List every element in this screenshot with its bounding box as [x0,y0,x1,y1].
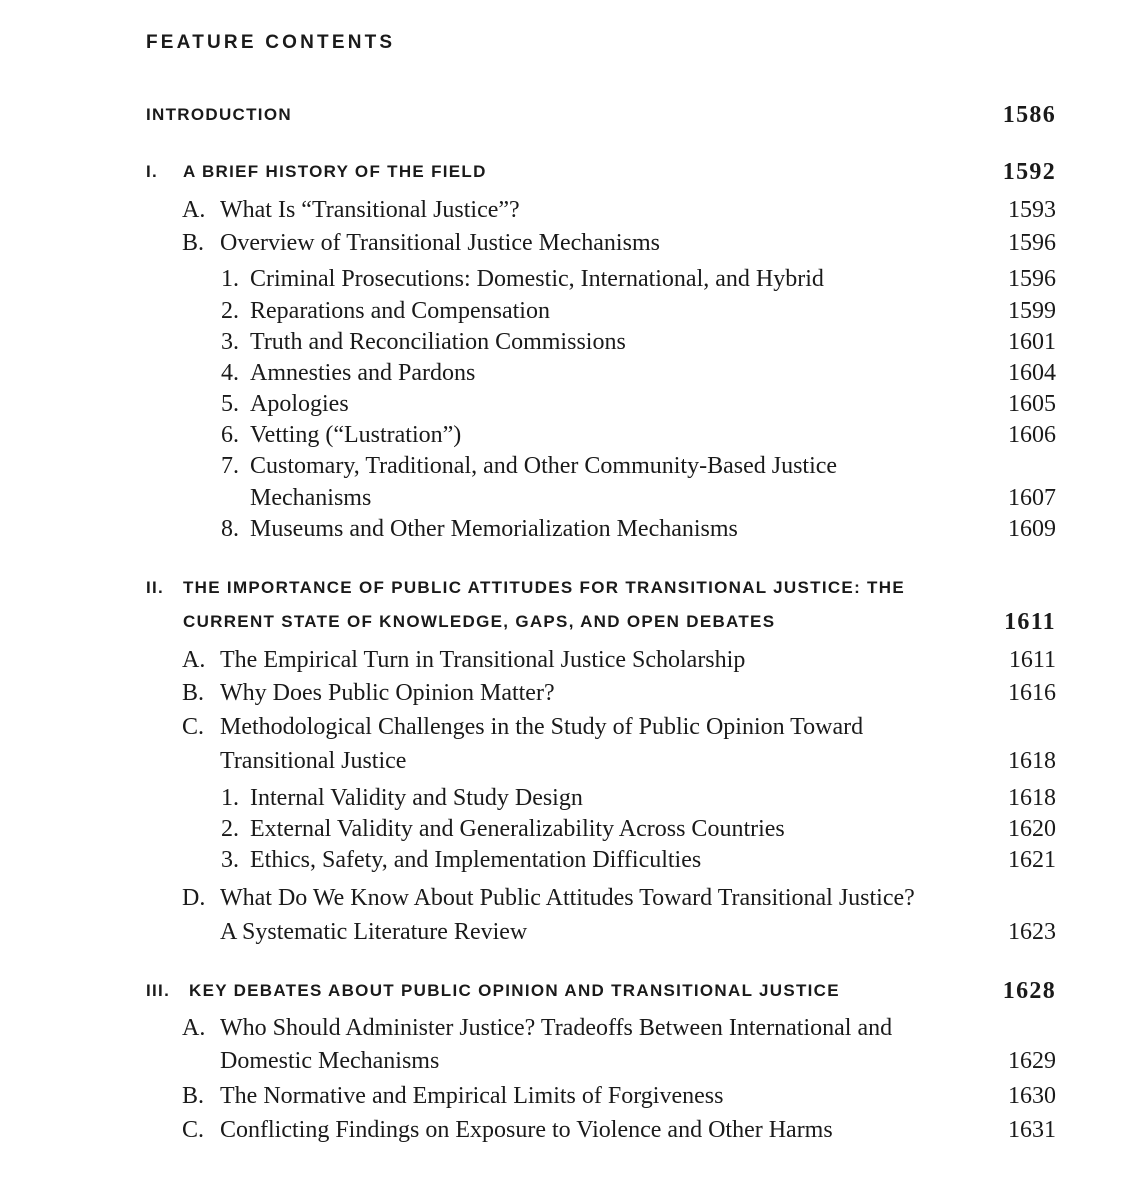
entry-letter: C. [182,714,205,740]
entry-label-continued: Mechanisms [250,485,372,511]
page-number: 1611 [1004,609,1056,635]
entry-label: The Normative and Empirical Limits of Forgiveness [220,1083,724,1109]
entry-label: Internal Validity and Study Design [250,785,583,811]
page-number: 1609 [1008,516,1056,542]
entry-number: 1. [221,266,239,292]
page-number: 1601 [1008,329,1056,355]
entry-label: Conflicting Findings on Exposure to Violence and Other Harms [220,1117,833,1143]
page-number: 1618 [1008,748,1056,774]
entry-label: Customary, Traditional, and Other Community-Based Justice [250,453,838,479]
entry-letter: B. [182,230,205,256]
page-number: 1605 [1008,391,1056,417]
entry-letter: D. [182,885,206,911]
entry-label: External Validity and Generalizability Across Countries [250,816,785,842]
page-number: 1596 [1008,230,1056,256]
entry-label-continued: Transitional Justice [220,748,407,774]
entry-letter: A. [182,197,206,223]
entry-label: Methodological Challenges in the Study of Public Opinion Toward [220,714,864,740]
entry-letter: B. [182,1083,205,1109]
entry-label: Vetting (“Lustration”) [250,422,462,448]
entry-number: 3. [221,847,239,873]
entry-number: 3. [221,329,239,355]
entry-label: Museums and Other Memorialization Mechanisms [250,516,738,542]
entry-number: 4. [221,360,239,386]
page-number: 1616 [1008,680,1056,706]
section-number: I. [146,162,159,181]
entry-number: 2. [221,816,239,842]
page-number: 1611 [1008,647,1056,673]
entry-label: A BRIEF HISTORY OF THE FIELD [183,162,487,181]
entry-number: 7. [221,453,239,479]
entry-label: Ethics, Safety, and Implementation Difficulties [250,847,702,873]
page-number: 1607 [1008,485,1056,511]
section-number: II. [146,578,165,597]
entry-label: Apologies [250,391,349,417]
entry-number: 1. [221,785,239,811]
page-number: 1628 [1002,978,1056,1004]
page-number: 1586 [1002,102,1056,128]
entry-label: INTRODUCTION [146,105,292,124]
page-title: FEATURE CONTENTS [146,32,396,53]
entry-label-continued: CURRENT STATE OF KNOWLEDGE, GAPS, AND OPEN DEBATES [183,612,776,631]
entry-label-continued: A Systematic Literature Review [220,919,528,945]
entry-letter: A. [182,1015,206,1041]
entry-number: 8. [221,516,239,542]
page-number: 1592 [1002,159,1056,185]
page-number: 1621 [1008,847,1056,873]
page-number: 1596 [1008,266,1056,292]
page-number: 1606 [1008,422,1056,448]
entry-number: 6. [221,422,239,448]
entry-label-continued: Domestic Mechanisms [220,1048,440,1074]
page-number: 1604 [1008,360,1056,386]
entry-label: What Is “Transitional Justice”? [220,197,520,223]
entry-label: Criminal Prosecutions: Domestic, International, and Hybrid [250,266,824,292]
page-number: 1623 [1008,919,1056,945]
entry-label: Reparations and Compensation [250,298,550,324]
entry-letter: A. [182,647,206,673]
page-number: 1599 [1008,298,1056,324]
page-number: 1629 [1008,1048,1056,1074]
entry-label: Why Does Public Opinion Matter? [220,680,555,706]
page-number: 1630 [1008,1083,1056,1109]
entry-number: 5. [221,391,239,417]
page-number: 1620 [1008,816,1056,842]
page-number: 1631 [1008,1117,1056,1143]
entry-number: 2. [221,298,239,324]
page-number: 1618 [1008,785,1056,811]
entry-label: Truth and Reconciliation Commissions [250,329,626,355]
entry-letter: C. [182,1117,205,1143]
section-number: III. [146,981,171,1000]
entry-letter: B. [182,680,205,706]
entry-label: Who Should Administer Justice? Tradeoffs Between International and [220,1015,893,1041]
entry-label: Amnesties and Pardons [250,360,476,386]
entry-label: Overview of Transitional Justice Mechanisms [220,230,660,256]
page-number: 1593 [1008,197,1056,223]
entry-label: KEY DEBATES ABOUT PUBLIC OPINION AND TRANSITIONAL JUSTICE [189,981,840,1000]
entry-label: THE IMPORTANCE OF PUBLIC ATTITUDES FOR TRANSITIONAL JUSTICE: THE [183,578,905,597]
entry-label: The Empirical Turn in Transitional Justice Scholarship [220,647,746,673]
entry-label: What Do We Know About Public Attitudes Toward Transitional Justice? [220,885,915,911]
